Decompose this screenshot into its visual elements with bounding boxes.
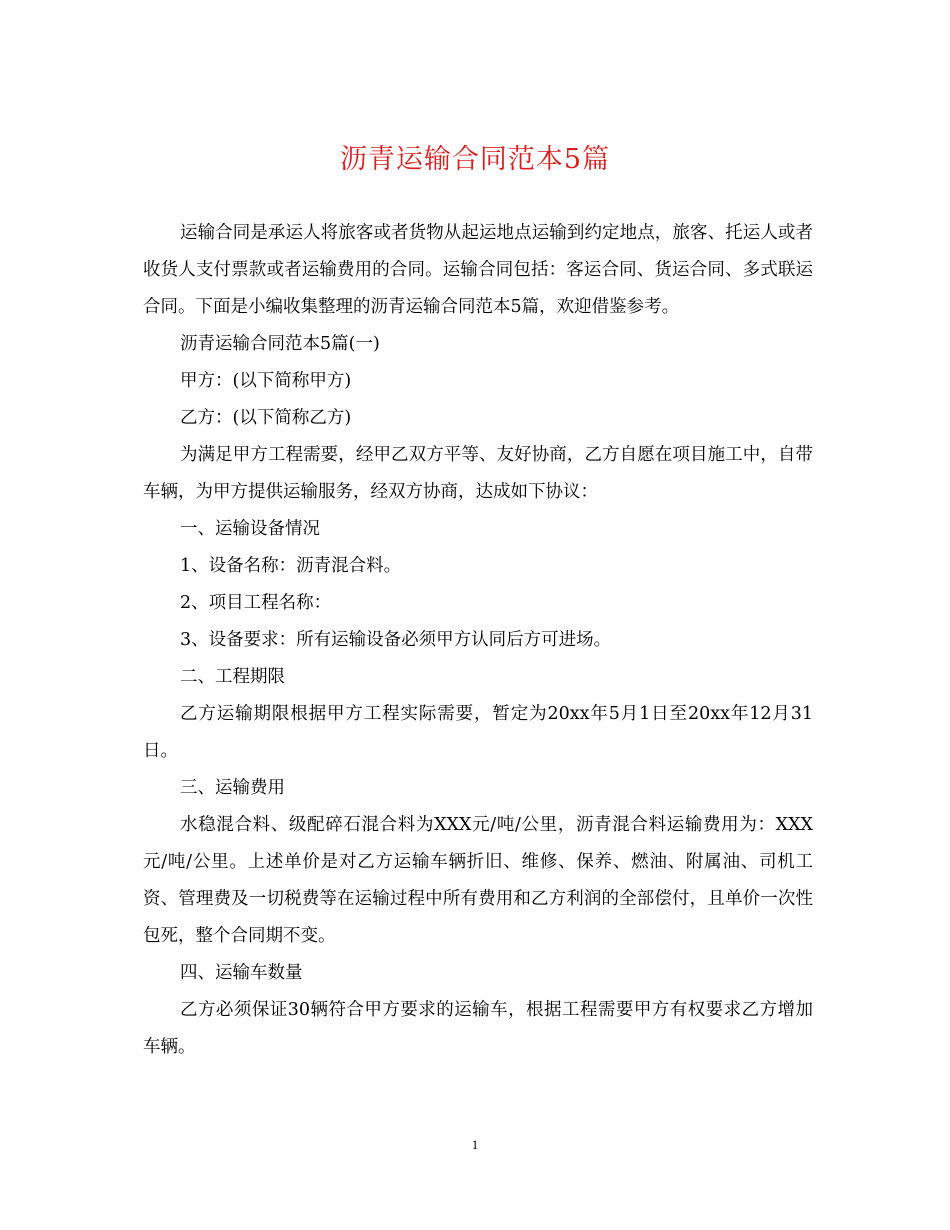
party-a: 甲方：(以下简称甲方) bbox=[180, 371, 352, 391]
contract-subtitle: 沥青运输合同范本5篇(一) bbox=[180, 334, 380, 354]
page-title: 沥青运输合同范本5篇 bbox=[339, 144, 611, 175]
paragraph-period: 乙方运输期限根据甲方工程实际需要，暂定为20xx年5月1日至20xx年12月31日。 bbox=[143, 704, 813, 761]
page-number: 1 bbox=[471, 1137, 479, 1152]
section-heading-vehicles: 四、运输车数量 bbox=[180, 963, 303, 983]
paragraph-intro: 运输合同是承运人将旅客或者货物从起运地点运输到约定地点，旅客、托运人或者收货人支付票款或者运输费用的合同。运输合同包括：客运合同、货运合同、多式联运合同。下面是小编收集整理的沥青运输合同范本5篇，欢迎借鉴参考。 bbox=[143, 223, 813, 317]
section-heading-period: 二、工程期限 bbox=[180, 667, 285, 687]
paragraph-preamble: 为满足甲方工程需要，经甲乙双方平等、友好协商，乙方自愿在项目施工中，自带车辆，为甲方提供运输服务，经双方协商，达成如下协议： bbox=[143, 445, 813, 502]
paragraph-vehicles: 乙方必须保证30辆符合甲方要求的运输车，根据工程需要甲方有权要求乙方增加车辆。 bbox=[143, 1000, 813, 1057]
list-item: 2、项目工程名称： bbox=[180, 593, 332, 613]
list-item: 3、设备要求：所有运输设备必须甲方认同后方可进场。 bbox=[180, 630, 612, 650]
section-heading-equipment: 一、运输设备情况 bbox=[180, 519, 320, 539]
paragraph-fees: 水稳混合料、级配碎石混合料为XXX元/吨/公里，沥青混合料运输费用为：XXX元/吨/公里。上述单价是对乙方运输车辆折旧、维修、保养、燃油、附属油、司机工资、管理费及一切税费等在运输过程中所有费用和乙方利润的全部偿付，且单价一次性包死，整个合同期不变。 bbox=[143, 815, 813, 946]
document-body bbox=[143, 215, 813, 1066]
list-item: 1、设备名称：沥青混合料。 bbox=[180, 556, 402, 576]
section-heading-fees: 三、运输费用 bbox=[180, 778, 285, 798]
party-b: 乙方：(以下简称乙方) bbox=[180, 408, 352, 428]
